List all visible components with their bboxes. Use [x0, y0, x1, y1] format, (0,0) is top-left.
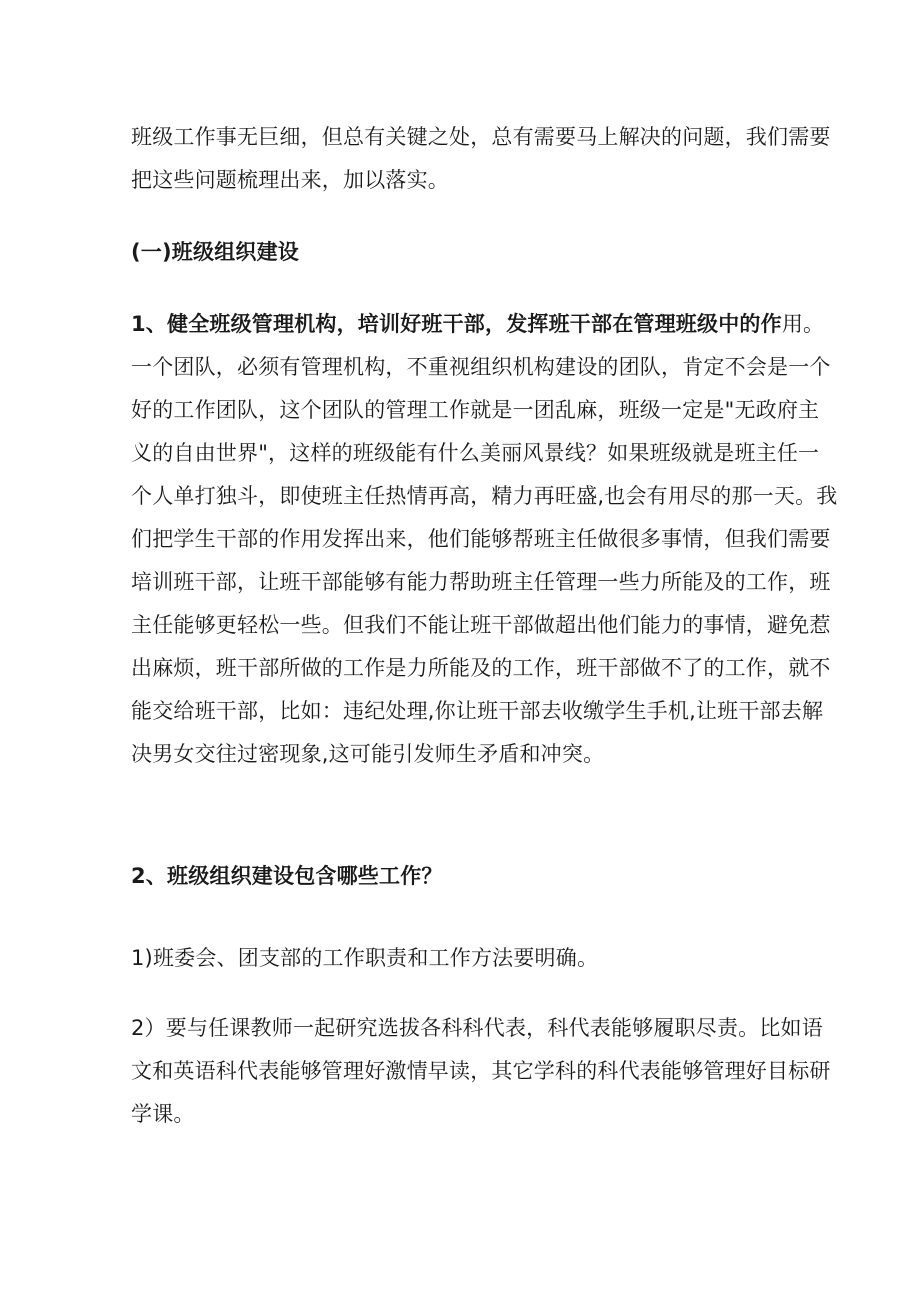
item1-heading: 1、健全班级管理机构，培训好班干部，发挥班干部在管理班级中的作	[131, 312, 782, 336]
section-heading: (一)班级组织建设	[131, 240, 299, 264]
text-line: 们把学生干部的作用发挥出来，他们能够帮班主任做很多事情，但我们需要	[131, 527, 831, 551]
text-line: 义的自由世界"，这样的班级能有什么美丽风景线？如果班级就是班主任一	[131, 441, 820, 465]
sub1-paragraph: 1)班委会、团支部的工作职责和工作方法要明确。	[131, 946, 599, 970]
text-line: 培训班干部，让班干部能够有能力帮助班主任管理一些力所能及的工作，班	[131, 570, 831, 594]
item1-paragraph	[131, 303, 838, 776]
text-line: 文和英语科代表能够管理好激情早读，其它学科的科代表能够管理好目标研	[131, 1059, 831, 1083]
text-line: 一个团队，必须有管理机构，不重视组织机构建设的团队，肯定不会是一个	[131, 355, 831, 379]
item2-heading: 2、班级组织建设包含哪些工作？	[131, 864, 443, 888]
text-line: 个人单打独斗，即使班主任热情再高，精力再旺盛,也会有用尽的那一天。我	[131, 484, 838, 508]
text-line: 好的工作团队，这个团队的管理工作就是一团乱麻，班级一定是"无政府主	[131, 398, 820, 422]
text-line: 主任能够更轻松一些。但我们不能让班干部做超出他们能力的事情，避免惹	[131, 613, 831, 637]
sub2-paragraph	[131, 1007, 831, 1136]
text-line: 把这些问题梳理出来，加以落实。	[131, 168, 449, 192]
text-line: 班级工作事无巨细，但总有关键之处，总有需要马上解决的问题，我们需要	[131, 125, 831, 149]
item1-heading-line	[131, 303, 825, 346]
text-line: 能交给班干部，比如：违纪处理,你让班干部去收缴学生手机,让班干部去解	[131, 699, 824, 723]
text-line: 2）要与任课教师一起研究选拔各科科代表，科代表能够履职尽责。比如语	[131, 1016, 823, 1040]
text-line: 出麻烦，班干部所做的工作是力所能及的工作，班干部做不了的工作，就不	[131, 656, 831, 680]
item1-heading-tail: 用。	[781, 312, 825, 336]
text-line: 决男女交往过密现象,这可能引发师生矛盾和冲突。	[131, 742, 605, 766]
text-line: 学课。	[131, 1102, 195, 1126]
intro-paragraph	[131, 116, 831, 202]
